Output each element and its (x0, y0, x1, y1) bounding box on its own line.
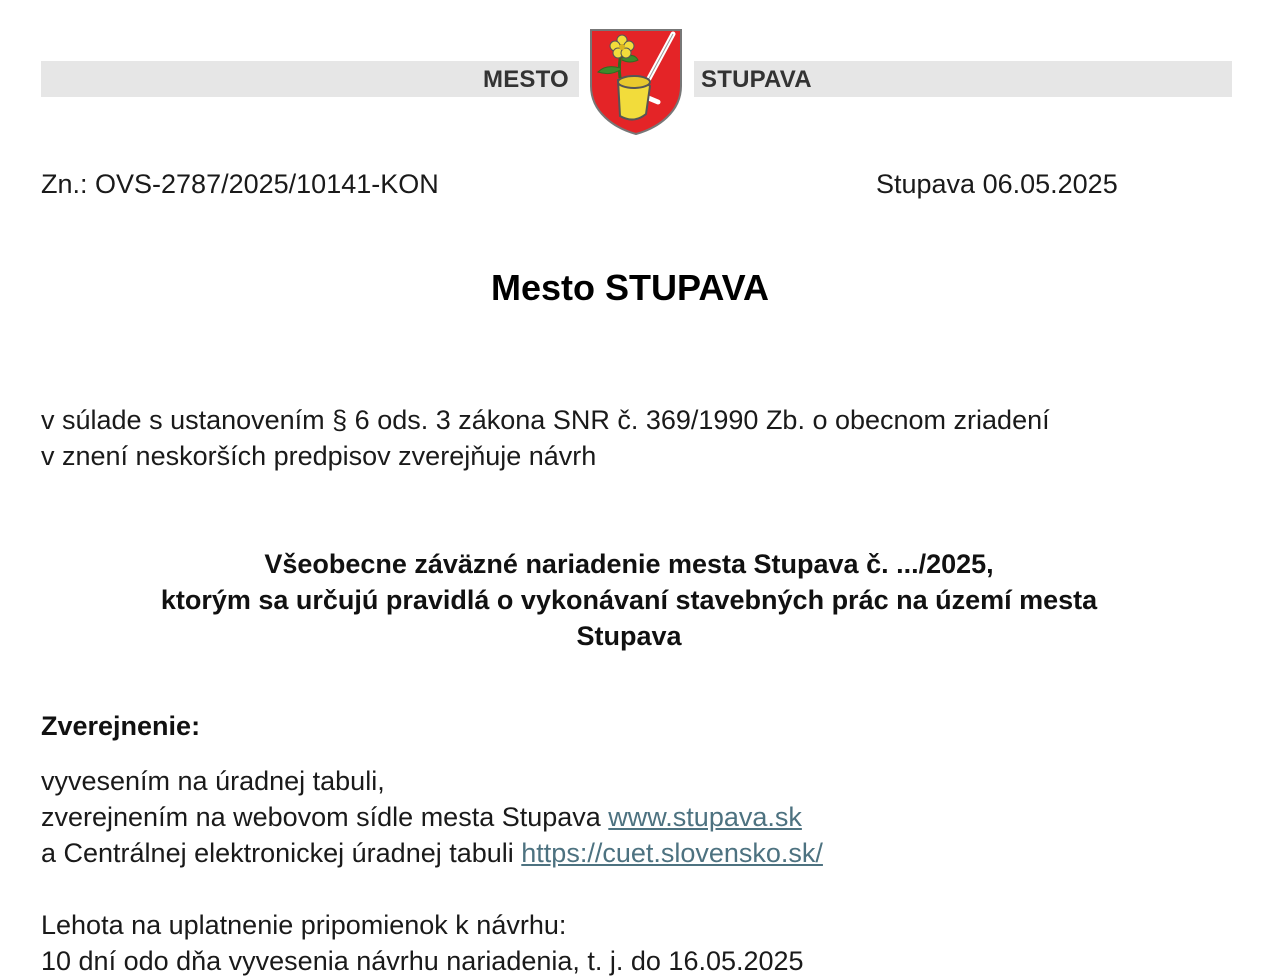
publication-line-1: vyvesením na úradnej tabuli, (41, 766, 385, 796)
intro-line-1: v súlade s ustanovením § 6 ods. 3 zákona SNR č. 369/1990 Zb. o obecnom zriadení (41, 405, 1050, 435)
regulation-line-2: ktorým sa určujú pravidlá o vykonávaní stavebných prác na území mesta (160, 585, 1098, 615)
cuet-link[interactable]: https://cuet.slovensko.sk/ (521, 838, 823, 868)
regulation-title (0, 546, 1258, 654)
city-coat-of-arms-icon (588, 28, 684, 136)
intro-paragraph (41, 402, 1241, 474)
intro-line-2: v znení neskorších predpisov zverejňuje návrh (41, 441, 597, 471)
regulation-line-1: Všeobecne záväzné nariadenie mesta Stupava č. .../2025, (264, 549, 994, 579)
publication-line-2-text: zverejnením na webovom sídle mesta Stupava (41, 802, 609, 832)
deadline-line-2: 10 dní odo dňa vyvesenia návrhu nariadenia, t. j. do 16.05.2025 (41, 946, 804, 976)
reference-number: Zn.: OVS-2787/2025/10141-KON (41, 169, 439, 199)
header-word-stupava: STUPAVA (701, 66, 812, 93)
header-word-mesto: MESTO (483, 66, 569, 93)
website-link[interactable]: www.stupava.sk (608, 802, 802, 832)
publication-heading: Zverejnenie: (41, 711, 201, 741)
publication-line-3 (41, 835, 823, 871)
place-date: Stupava 06.05.2025 (876, 169, 1118, 199)
deadline-line-1: Lehota na uplatnenie pripomienok k návrhu: (41, 910, 567, 940)
publication-line-2 (41, 799, 823, 835)
publication-list (41, 763, 823, 871)
publication-line-3-text: a Centrálnej elektronickej úradnej tabuli (41, 838, 522, 868)
page-title: Mesto STUPAVA (490, 267, 769, 308)
regulation-line-3: Stupava (576, 621, 682, 651)
deadline-block (41, 907, 804, 979)
